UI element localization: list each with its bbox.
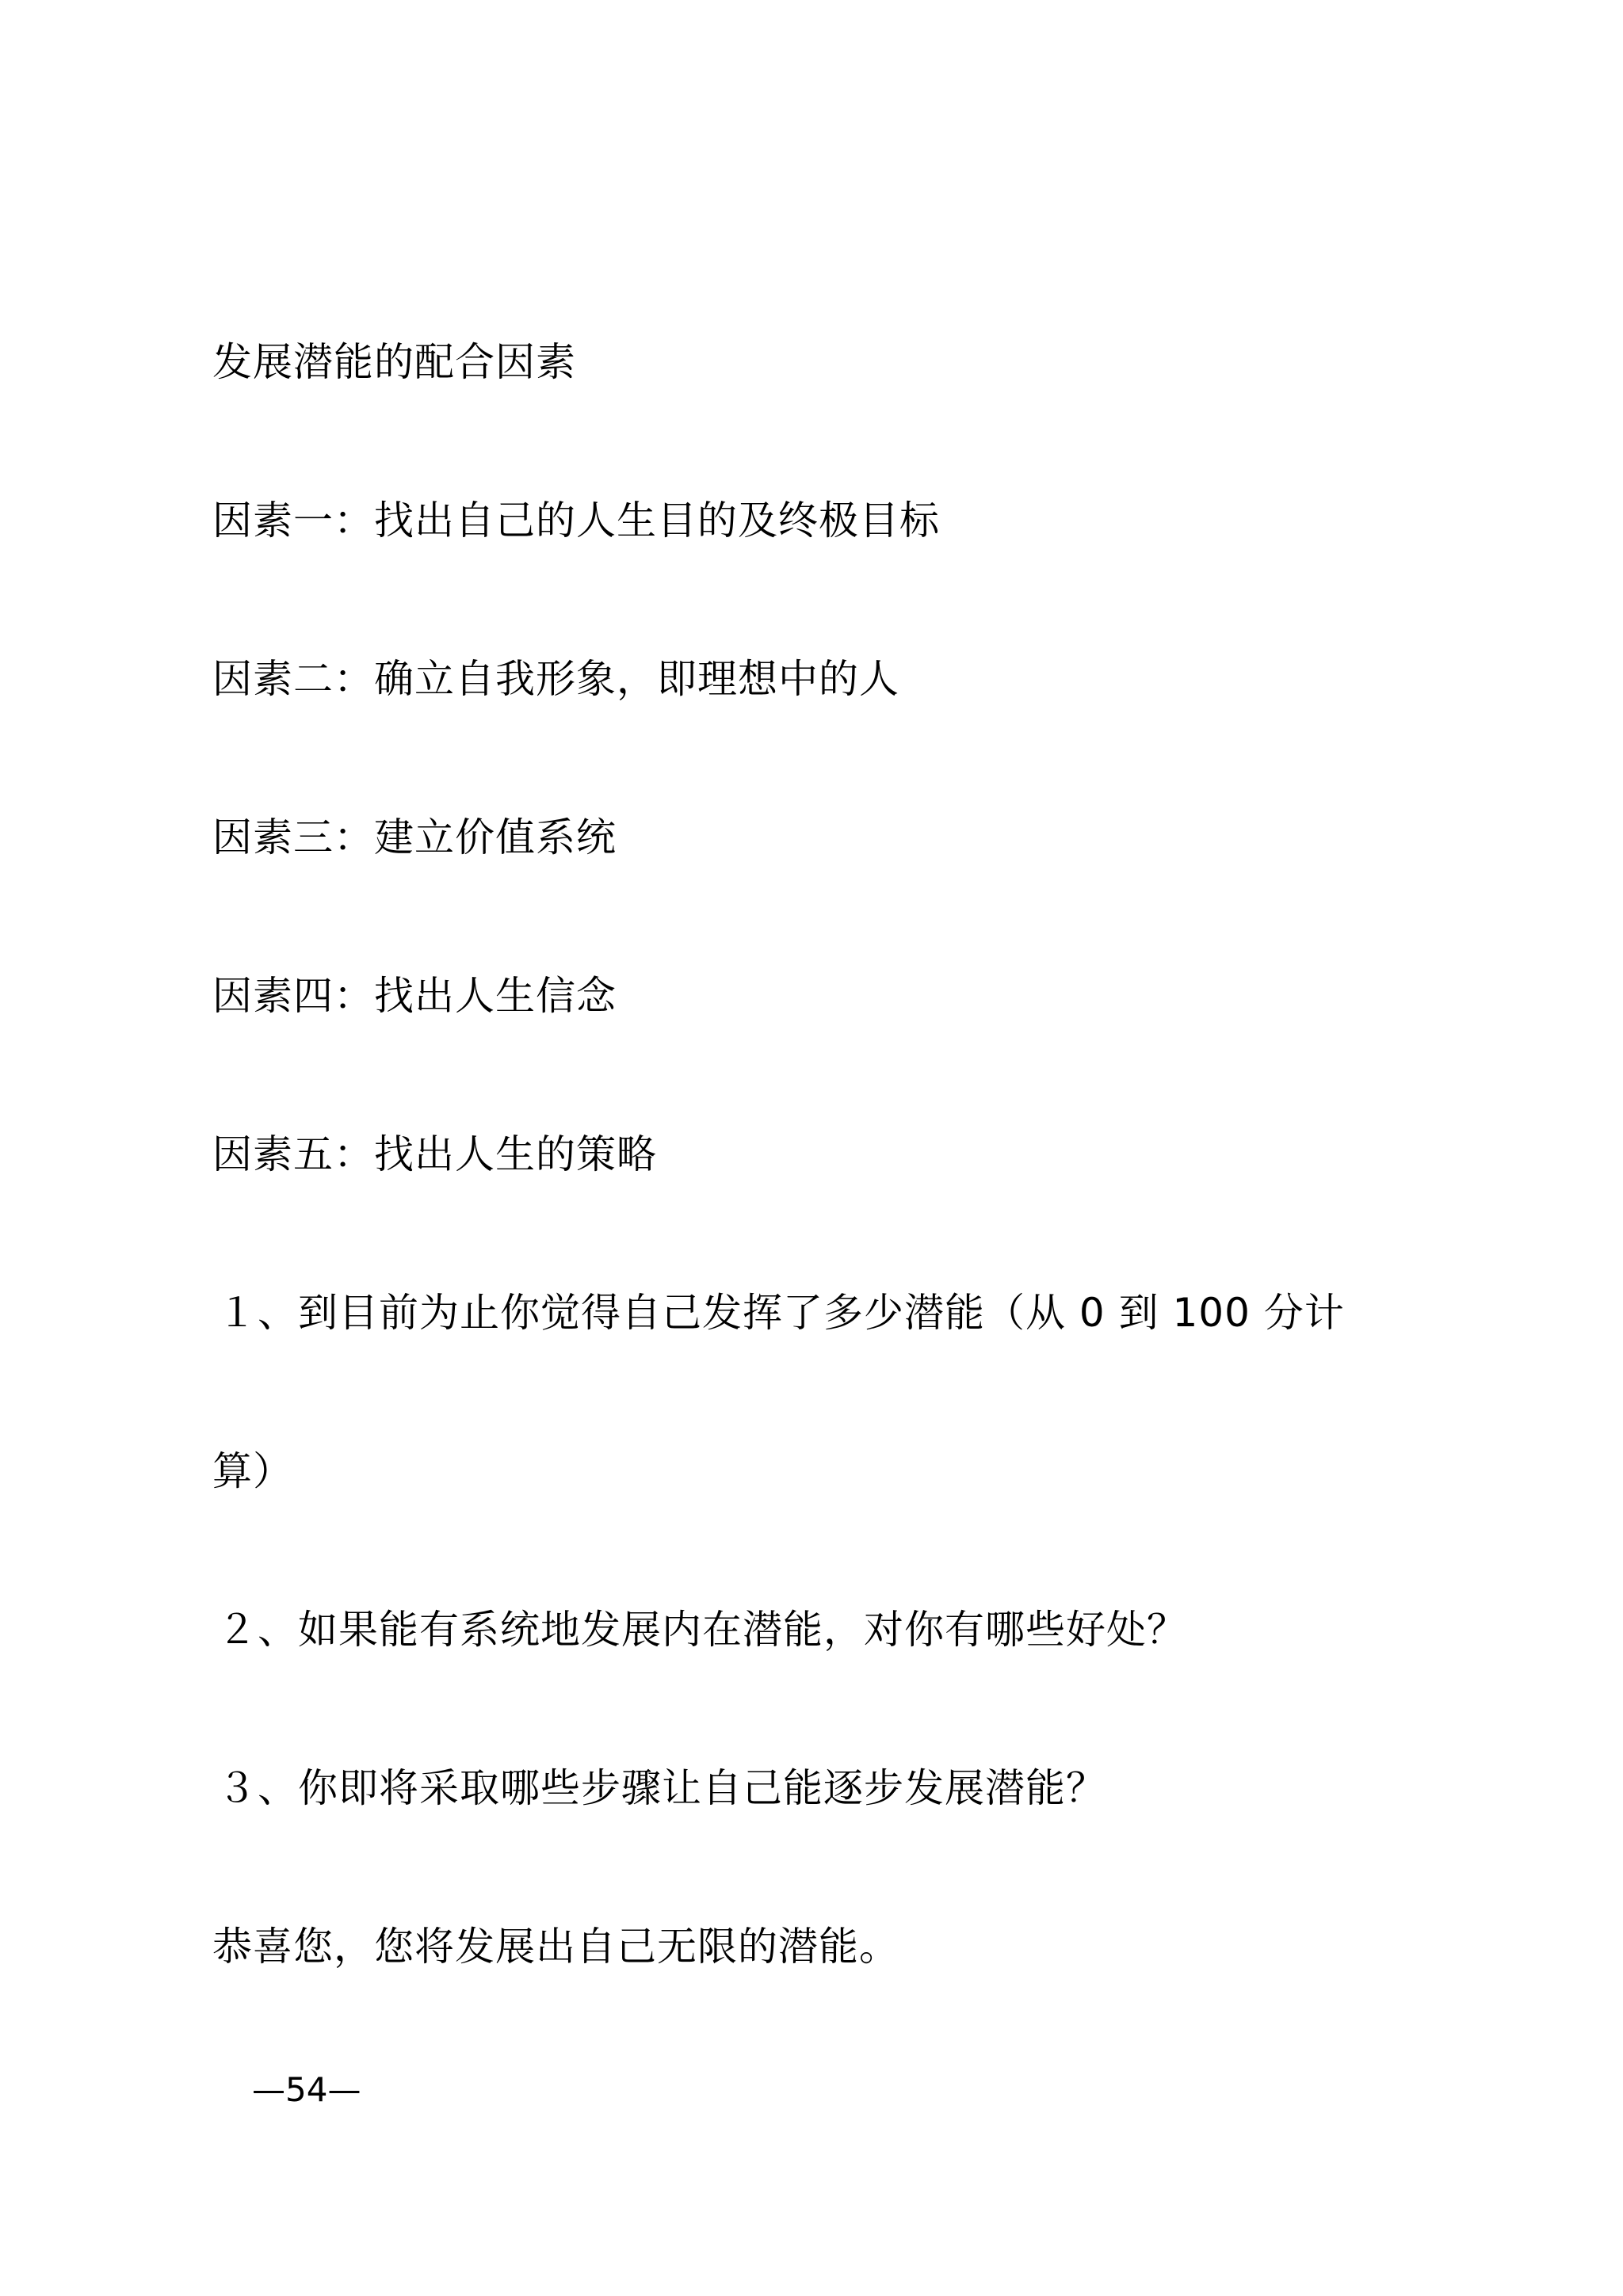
question-2: ２、如果能有系统地发展内在潜能，对你有哪些好处？ bbox=[217, 1607, 1187, 1653]
question-1-line-1: １、到目前为止你觉得自己发挥了多少潜能（从 0 到 100 分计 bbox=[217, 1290, 1345, 1336]
factor-3: 因素三：建立价值系统 bbox=[212, 814, 617, 860]
section-title: 发展潜能的配合因素 bbox=[212, 339, 576, 385]
question-1-line-2: 算） bbox=[212, 1448, 293, 1494]
factor-1: 因素一：找出自己的人生目的及终极目标 bbox=[212, 498, 940, 543]
factor-5: 因素五：找出人生的策略 bbox=[212, 1131, 657, 1177]
factor-4: 因素四：找出人生信念 bbox=[212, 973, 617, 1019]
page-number: —54— bbox=[252, 2070, 361, 2109]
closing-text: 恭喜您，您将发展出自己无限的潜能。 bbox=[212, 1924, 899, 1970]
question-3: ３、你即将采取哪些步骤让自己能逐步发展潜能？ bbox=[217, 1765, 1106, 1811]
factor-2: 因素二：确立自我形象，即理想中的人 bbox=[212, 656, 899, 702]
